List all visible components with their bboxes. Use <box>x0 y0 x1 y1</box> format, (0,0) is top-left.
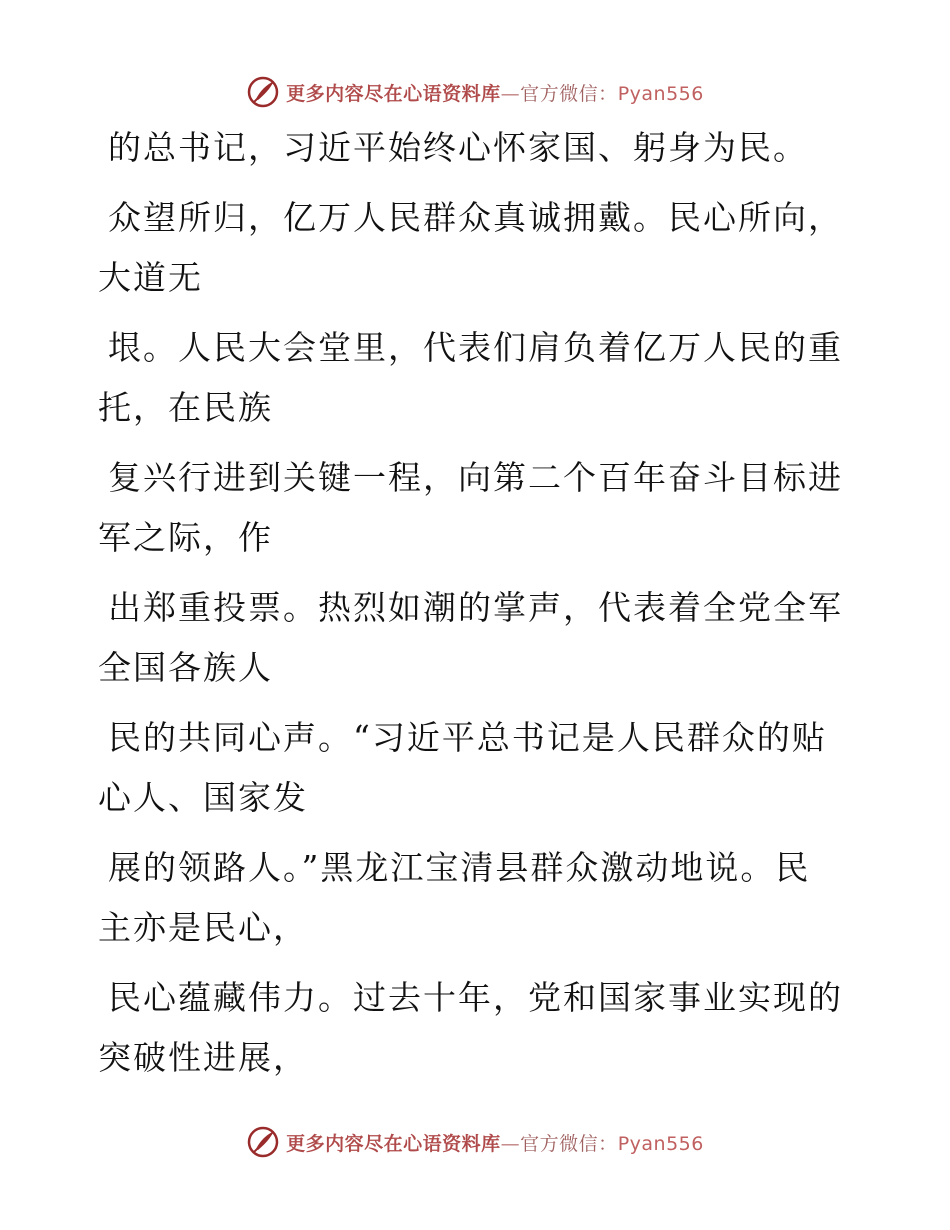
watermark-text <box>286 1129 704 1156</box>
header-watermark <box>0 72 950 112</box>
watermark-dash: — <box>500 82 521 105</box>
text-line: 主亦是民心， <box>98 908 308 947</box>
text-line: 垠。人民大会堂里，代表们肩负着亿万人民的重 <box>108 328 843 367</box>
text-line: 突破性进展， <box>98 1038 308 1077</box>
text-line: 展的领路人。”黑龙江宝清县群众激动地说。民 <box>108 848 811 887</box>
watermark-label: 官方微信： <box>520 82 618 105</box>
text-line: 大道无 <box>98 258 203 297</box>
document-body <box>98 118 843 1088</box>
watermark-label: 官方微信： <box>520 1132 618 1155</box>
text-line: 全国各族人 <box>98 648 273 687</box>
watermark-dash: — <box>500 1132 521 1155</box>
text-line: 复兴行进到关键一程，向第二个百年奋斗目标进 <box>108 458 843 497</box>
text-line: 民心蕴藏伟力。过去十年，党和国家事业实现的 <box>108 978 843 1017</box>
watermark-text <box>286 79 704 106</box>
text-line: 出郑重投票。热烈如潮的掌声，代表着全党全军 <box>108 588 843 627</box>
watermark-title: 更多内容尽在心语资料库 <box>286 1132 501 1155</box>
watermark-wechat-id: Pyan556 <box>617 1132 704 1155</box>
quill-logo-icon <box>246 75 280 109</box>
watermark-wechat-id: Pyan556 <box>617 82 704 105</box>
text-line: 众望所归，亿万人民群众真诚拥戴。民心所向， <box>108 198 843 237</box>
footer-watermark <box>0 1122 950 1162</box>
text-line: 军之际，作 <box>98 518 273 557</box>
text-line: 民的共同心声。“习近平总书记是人民群众的贴 <box>108 718 827 757</box>
text-line: 托，在民族 <box>98 388 273 427</box>
text-line: 的总书记，习近平始终心怀家国、躬身为民。 <box>108 128 808 167</box>
watermark-title: 更多内容尽在心语资料库 <box>286 82 501 105</box>
text-line: 心人、国家发 <box>98 778 308 817</box>
quill-logo-icon <box>246 1125 280 1159</box>
